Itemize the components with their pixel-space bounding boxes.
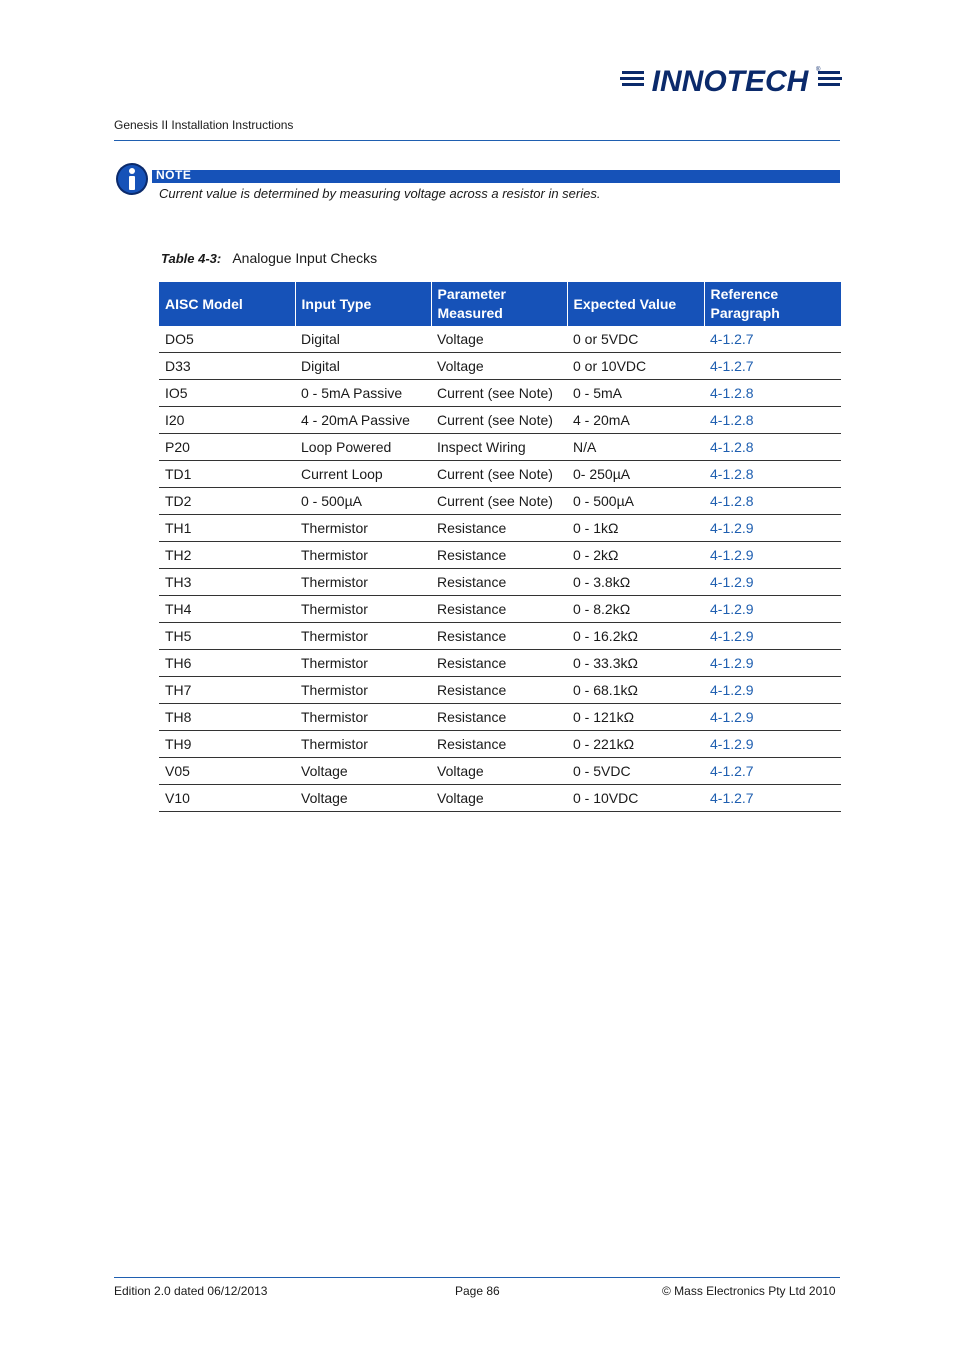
expected-value-cell: 0- 250µA <box>567 461 704 488</box>
svg-text:INNOTECH: INNOTECH <box>651 65 809 96</box>
parameter-cell: Resistance <box>431 515 567 542</box>
aisc-model-cell: TD2 <box>159 488 295 515</box>
note-text: Current value is determined by measuring voltage across a resistor in series. <box>159 186 601 201</box>
document-title: Genesis II Installation Instructions <box>114 118 294 132</box>
aisc-model-cell: I20 <box>159 407 295 434</box>
aisc-model-cell: TH5 <box>159 623 295 650</box>
reference-link[interactable]: 4-1.2.8 <box>704 434 841 461</box>
column-header: AISC Model <box>159 282 295 326</box>
reference-link[interactable]: 4-1.2.9 <box>704 704 841 731</box>
input-type-cell: Digital <box>295 353 431 380</box>
footer-edition: Edition 2.0 dated 06/12/2013 <box>114 1284 268 1298</box>
table-row <box>159 569 841 596</box>
reference-link[interactable]: 4-1.2.9 <box>704 515 841 542</box>
expected-value-cell: 0 - 1kΩ <box>567 515 704 542</box>
parameter-cell: Resistance <box>431 650 567 677</box>
reference-link[interactable]: 4-1.2.8 <box>704 407 841 434</box>
table-row <box>159 677 841 704</box>
expected-value-cell: 0 - 500µA <box>567 488 704 515</box>
expected-value-cell: 0 - 5mA <box>567 380 704 407</box>
expected-value-cell: 0 - 10VDC <box>567 785 704 812</box>
expected-value-cell: N/A <box>567 434 704 461</box>
table-row <box>159 380 841 407</box>
aisc-model-cell: TH1 <box>159 515 295 542</box>
aisc-model-cell: D33 <box>159 353 295 380</box>
table-row <box>159 542 841 569</box>
aisc-model-cell: V10 <box>159 785 295 812</box>
input-type-cell: Current Loop <box>295 461 431 488</box>
expected-value-cell: 0 - 68.1kΩ <box>567 677 704 704</box>
footer-copyright: © Mass Electronics Pty Ltd 2010 <box>662 1284 836 1298</box>
table-row <box>159 650 841 677</box>
table-row <box>159 326 841 353</box>
footer-page-number: Page 86 <box>455 1284 500 1298</box>
reference-link[interactable]: 4-1.2.9 <box>704 542 841 569</box>
parameter-cell: Resistance <box>431 704 567 731</box>
reference-link[interactable]: 4-1.2.7 <box>704 353 841 380</box>
input-type-cell: Thermistor <box>295 542 431 569</box>
aisc-model-cell: IO5 <box>159 380 295 407</box>
parameter-cell: Voltage <box>431 785 567 812</box>
table-row <box>159 704 841 731</box>
parameter-cell: Resistance <box>431 731 567 758</box>
expected-value-cell: 0 - 221kΩ <box>567 731 704 758</box>
note-bar <box>152 170 840 183</box>
expected-value-cell: 0 - 121kΩ <box>567 704 704 731</box>
expected-value-cell: 0 - 16.2kΩ <box>567 623 704 650</box>
parameter-cell: Current (see Note) <box>431 407 567 434</box>
aisc-model-cell: P20 <box>159 434 295 461</box>
expected-value-cell: 0 or 10VDC <box>567 353 704 380</box>
input-type-cell: Thermistor <box>295 650 431 677</box>
innotech-logo <box>620 62 842 96</box>
table-row <box>159 353 841 380</box>
table-caption-number: Table 4-3: <box>161 251 222 266</box>
table-caption-title: Analogue Input Checks <box>232 250 378 266</box>
parameter-cell: Voltage <box>431 758 567 785</box>
column-header: Expected Value <box>567 282 704 326</box>
input-type-cell: 4 - 20mA Passive <box>295 407 431 434</box>
input-type-cell: Thermistor <box>295 623 431 650</box>
parameter-cell: Resistance <box>431 596 567 623</box>
reference-link[interactable]: 4-1.2.9 <box>704 731 841 758</box>
aisc-model-cell: TH8 <box>159 704 295 731</box>
expected-value-cell: 0 - 8.2kΩ <box>567 596 704 623</box>
parameter-cell: Voltage <box>431 326 567 353</box>
table-row <box>159 515 841 542</box>
aisc-model-cell: TH6 <box>159 650 295 677</box>
input-type-cell: Loop Powered <box>295 434 431 461</box>
parameter-cell: Current (see Note) <box>431 488 567 515</box>
table-row <box>159 758 841 785</box>
column-header: Parameter Measured <box>431 282 567 326</box>
expected-value-cell: 0 - 2kΩ <box>567 542 704 569</box>
input-type-cell: Thermistor <box>295 569 431 596</box>
input-type-cell: Thermistor <box>295 677 431 704</box>
expected-value-cell: 0 - 5VDC <box>567 758 704 785</box>
parameter-cell: Current (see Note) <box>431 380 567 407</box>
table-row <box>159 488 841 515</box>
info-icon <box>115 162 149 196</box>
aisc-model-cell: TH4 <box>159 596 295 623</box>
reference-link[interactable]: 4-1.2.9 <box>704 650 841 677</box>
table-row <box>159 785 841 812</box>
expected-value-cell: 4 - 20mA <box>567 407 704 434</box>
input-type-cell: Thermistor <box>295 704 431 731</box>
column-header: Reference Paragraph <box>704 282 841 326</box>
reference-link[interactable]: 4-1.2.7 <box>704 326 841 353</box>
table-header-row <box>159 282 841 326</box>
reference-link[interactable]: 4-1.2.9 <box>704 596 841 623</box>
expected-value-cell: 0 or 5VDC <box>567 326 704 353</box>
header-rule <box>114 140 840 141</box>
aisc-model-cell: TH3 <box>159 569 295 596</box>
aisc-model-cell: V05 <box>159 758 295 785</box>
input-type-cell: Thermistor <box>295 596 431 623</box>
table-row <box>159 434 841 461</box>
table-row <box>159 461 841 488</box>
aisc-model-cell: TH2 <box>159 542 295 569</box>
reference-link[interactable]: 4-1.2.9 <box>704 569 841 596</box>
parameter-cell: Resistance <box>431 569 567 596</box>
reference-link[interactable]: 4-1.2.8 <box>704 488 841 515</box>
input-type-cell: Thermistor <box>295 515 431 542</box>
expected-value-cell: 0 - 3.8kΩ <box>567 569 704 596</box>
reference-link[interactable]: 4-1.2.8 <box>704 461 841 488</box>
table-row <box>159 731 841 758</box>
aisc-model-cell: TD1 <box>159 461 295 488</box>
table-row <box>159 407 841 434</box>
note-label: NOTE <box>156 168 192 182</box>
reference-link[interactable]: 4-1.2.9 <box>704 623 841 650</box>
aisc-model-cell: TH9 <box>159 731 295 758</box>
svg-text:®: ® <box>816 67 821 73</box>
parameter-cell: Voltage <box>431 353 567 380</box>
parameter-cell: Resistance <box>431 542 567 569</box>
aisc-model-cell: TH7 <box>159 677 295 704</box>
parameter-cell: Resistance <box>431 623 567 650</box>
reference-link[interactable]: 4-1.2.8 <box>704 380 841 407</box>
reference-link[interactable]: 4-1.2.7 <box>704 785 841 812</box>
parameter-cell: Resistance <box>431 677 567 704</box>
input-type-cell: Voltage <box>295 785 431 812</box>
input-type-cell: 0 - 5mA Passive <box>295 380 431 407</box>
table-row <box>159 623 841 650</box>
table-caption <box>161 250 377 266</box>
parameter-cell: Current (see Note) <box>431 461 567 488</box>
reference-link[interactable]: 4-1.2.9 <box>704 677 841 704</box>
expected-value-cell: 0 - 33.3kΩ <box>567 650 704 677</box>
input-type-cell: 0 - 500µA <box>295 488 431 515</box>
input-type-cell: Voltage <box>295 758 431 785</box>
analogue-input-checks-table <box>159 282 841 812</box>
parameter-cell: Inspect Wiring <box>431 434 567 461</box>
input-type-cell: Digital <box>295 326 431 353</box>
table-row <box>159 596 841 623</box>
column-header: Input Type <box>295 282 431 326</box>
footer-rule <box>114 1277 840 1278</box>
input-type-cell: Thermistor <box>295 731 431 758</box>
aisc-model-cell: DO5 <box>159 326 295 353</box>
reference-link[interactable]: 4-1.2.7 <box>704 758 841 785</box>
